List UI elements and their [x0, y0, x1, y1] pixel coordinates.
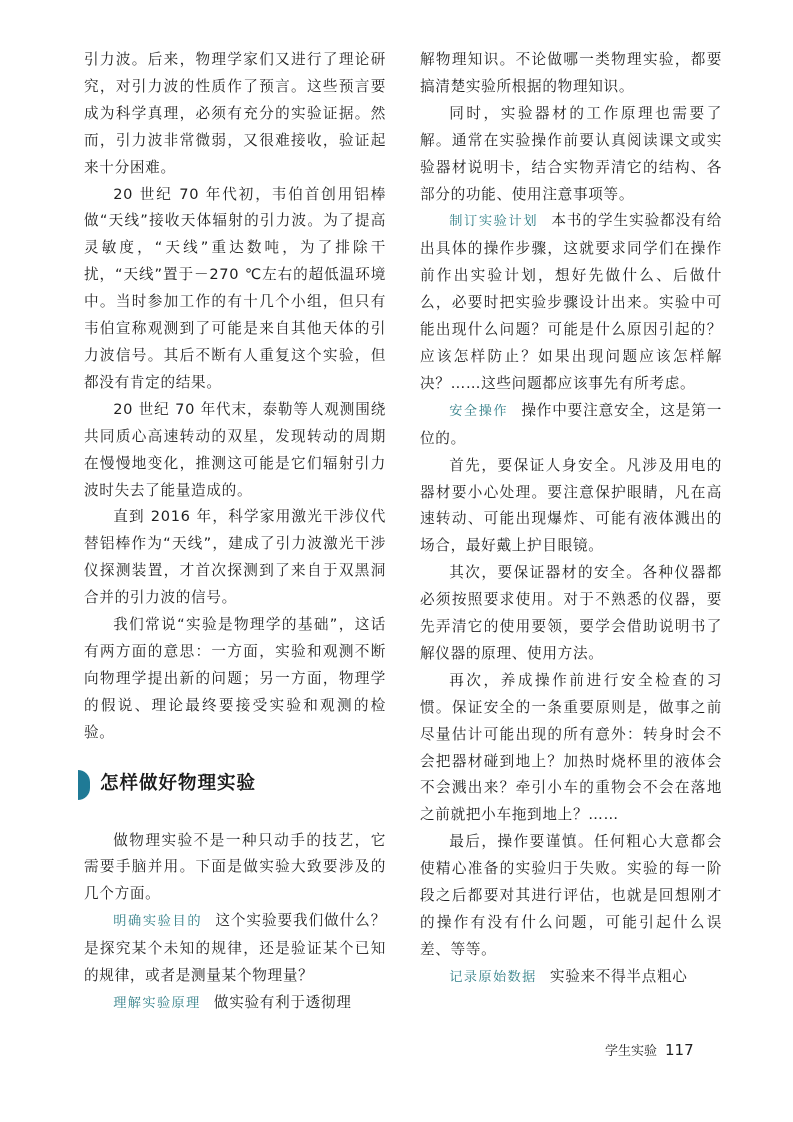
- paragraph: 20 世纪 70 年代初，韦伯首创用铝棒做“天线”接收天体辐射的引力波。为了提高灵敏度，“天线”重达数吨，为了排除干扰，“天线”置于－270 ℃左右的超低温环境中。当时参加工作的有十几个小组，但只有韦伯宣称观测到了可能是来自其他天体的引力波信号。其后不断有人重复这个实验，但都没有肯定的结果。: [84, 185, 386, 391]
- paragraph-text: 实验来不得半点粗心: [549, 967, 688, 985]
- paragraph-with-term: [84, 908, 386, 990]
- paragraph-with-term: [420, 208, 722, 397]
- paragraph-text: 本书的学生实验都没有给出具体的操作步骤，这就要求同学们在操作前作出实验计划，想好先做什么、后做什么，必要时把实验步骤设计出来。实验中可能出现什么问题？可能是什么原因引起的？应该怎样防止？如果出现问题应该怎样解决？……这些问题都应该事先有所考虑。: [420, 212, 723, 392]
- term-label: 明确实验目的: [113, 914, 203, 930]
- paragraph-text: 做实验有利于透彻理: [213, 994, 352, 1011]
- term-label: 记录原始数据: [449, 969, 537, 985]
- paragraph-text: 这个实验要我们做什么？是探究某个未知的规律，还是验证某个已知的规律，或者是测量某个物理量？: [84, 912, 387, 985]
- term-label: 制订实验计划: [449, 214, 539, 230]
- paragraph: 再次，养成操作前进行安全检查的习惯。保证安全的一条重要原则是，做事之前尽量估计可能出现的所有意外：转身时会不会把器材碰到地上？加热时烧杯里的液体会不会溅出来？牵引小车的重物会不会在落地之前就把小车拖到地上？……: [420, 671, 722, 824]
- paragraph: 20 世纪 70 年代末，泰勒等人观测围绕共同质心高速转动的双星，发现转动的周期在慢慢地变化，推测这可能是它们辐射引力波时失去了能量造成的。: [84, 400, 386, 499]
- paragraph-text: 操作中要注意安全，这是第一位的。: [420, 401, 722, 447]
- page-number: 117: [665, 1041, 694, 1059]
- paragraph: 首先，要保证人身安全。凡涉及用电的器材要小心处理。要注意保护眼睛，凡在高速转动、可能出现爆炸、可能有液体溅出的场合，最好戴上护目眼镜。: [420, 456, 722, 555]
- paragraph: 解物理知识。不论做哪一类物理实验，都要搞清楚实验所根据的物理知识。: [420, 51, 722, 95]
- section-title: 怎样做好物理实验: [100, 773, 257, 795]
- paragraph: 引力波。后来，物理学家们又进行了理论研究，对引力波的性质作了预言。这些预言要成为科学真理，必须有充分的实验证据。然而，引力波非常微弱，又很难接收，验证起来十分困难。: [84, 51, 386, 176]
- paragraph-with-term: [84, 990, 386, 1018]
- left-column: [84, 47, 386, 1018]
- chapter-label: 学生实验: [605, 1044, 658, 1059]
- paragraph: 其次，要保证器材的安全。各种仪器都必须按照要求使用。对于不熟悉的仪器，要先弄清它的使用要领，要学会借助说明书了解仪器的原理、使用方法。: [420, 564, 722, 662]
- paragraph: 同时，实验器材的工作原理也需要了解。通常在实验操作前要认真阅读课文或实验器材说明卡，结合实物弄清它的结构、各部分的功能、使用注意事项等。: [420, 104, 722, 203]
- term-label: 安全操作: [449, 403, 509, 419]
- paragraph: 最后，操作要谨慎。任何粗心大意都会使精心准备的实验归于失败。实验的每一阶段之后都要对其进行评估，也就是回想刚才的操作有没有什么问题，可能引起什么误差、等等。: [420, 833, 722, 958]
- right-column: [420, 47, 722, 992]
- page-footer: [605, 1040, 694, 1059]
- paragraph-with-term: [420, 398, 722, 453]
- section-heading: [78, 765, 386, 805]
- paragraph: 做物理实验不是一种只动手的技艺，它需要手脑并用。下面是做实验大致要涉及的几个方面。: [84, 831, 386, 903]
- paragraph: 直到 2016 年，科学家用激光干涉仪代替铝棒作为“天线”，建成了引力波激光干涉仪探测装置，才首次探测到了来自于双黑洞合并的引力波的信号。: [84, 508, 386, 607]
- paragraph-with-term: [420, 964, 722, 992]
- paragraph: 我们常说“实验是物理学的基础”，这话有两方面的意思：一方面，实验和观测不断向物理学提出新的问题；另一方面，物理学的假说、理论最终要接受实验和观测的检验。: [84, 616, 386, 741]
- section-marker-icon: [78, 770, 90, 800]
- term-label: 理解实验原理: [113, 996, 201, 1011]
